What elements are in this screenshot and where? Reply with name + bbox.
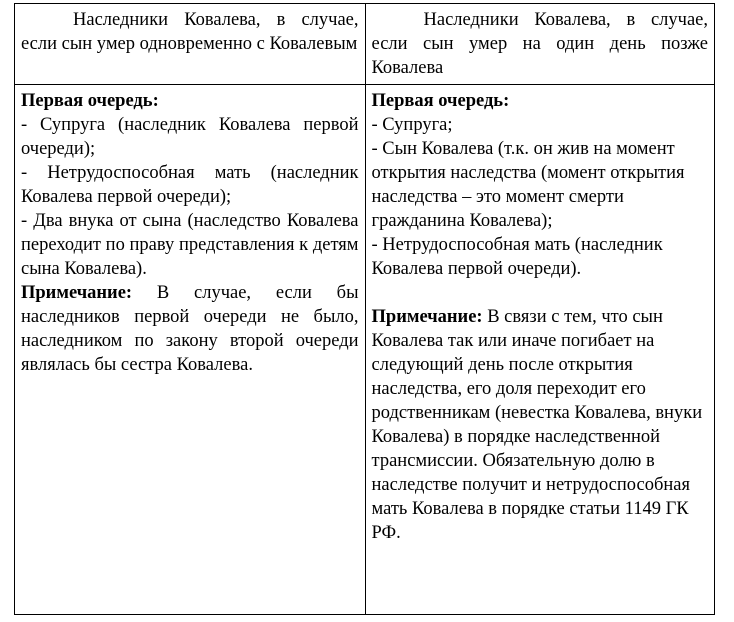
left-item-spouse: - Супруга (наследник Ковалева первой очереди); <box>21 115 359 159</box>
left-item-grandsons: - Два внука от сына (наследство Ковалева переходит по праву представления к детям сына Ковалева). <box>21 211 359 279</box>
right-note-label: Примечание: <box>371 307 483 327</box>
paragraph-gap <box>372 281 708 305</box>
header-cell-one-day-later <box>365 4 714 85</box>
right-item-mother: - Нетрудоспособная мать (наследник Ковалева первой очереди). <box>371 235 663 279</box>
left-item-mother: - Нетрудоспособная мать (наследник Ковалева первой очереди); <box>21 163 359 207</box>
right-item-spouse: - Супруга; <box>371 115 453 135</box>
left-note-label: Примечание: <box>21 283 133 303</box>
left-body-cell <box>15 85 366 615</box>
right-body-cell <box>365 85 714 615</box>
header-text-one-day-later: Наследники Ковалева, в случае, если сын умер на один день позже Ковалева <box>371 10 708 78</box>
right-note-text: В связи с тем, что сын Ковалева так или иначе погибает на следующий день после открытия наследства, его доля переходит его родственникам (невестка Ковалева, внуки Ковалева) в порядке наследственной трансмиссии. Обязательную долю в наследстве получит и нетрудоспособная мать Ковалева в порядке статьи 1149 ГК РФ. <box>371 307 703 543</box>
header-row <box>15 4 715 85</box>
left-note-text: В случае, если бы наследников первой очереди не было, наследником по закону второй очереди являлась бы сестра Ковалева. <box>21 283 359 375</box>
left-heading: Первая очередь: <box>21 91 159 111</box>
header-text-simultaneous: Наследники Ковалева, в случае, если сын умер одновременно с Ковалевым <box>21 10 359 54</box>
left-note <box>21 281 359 377</box>
right-note <box>372 305 708 545</box>
right-heading: Первая очередь: <box>371 91 510 111</box>
body-row <box>15 85 715 615</box>
header-cell-simultaneous <box>15 4 366 85</box>
right-item-son: - Сын Ковалева (т.к. он жив на момент открытия наследства (момент открытия наследства – это момент смерти гражданина Ковалева); <box>371 139 685 231</box>
inheritance-table <box>14 3 715 615</box>
